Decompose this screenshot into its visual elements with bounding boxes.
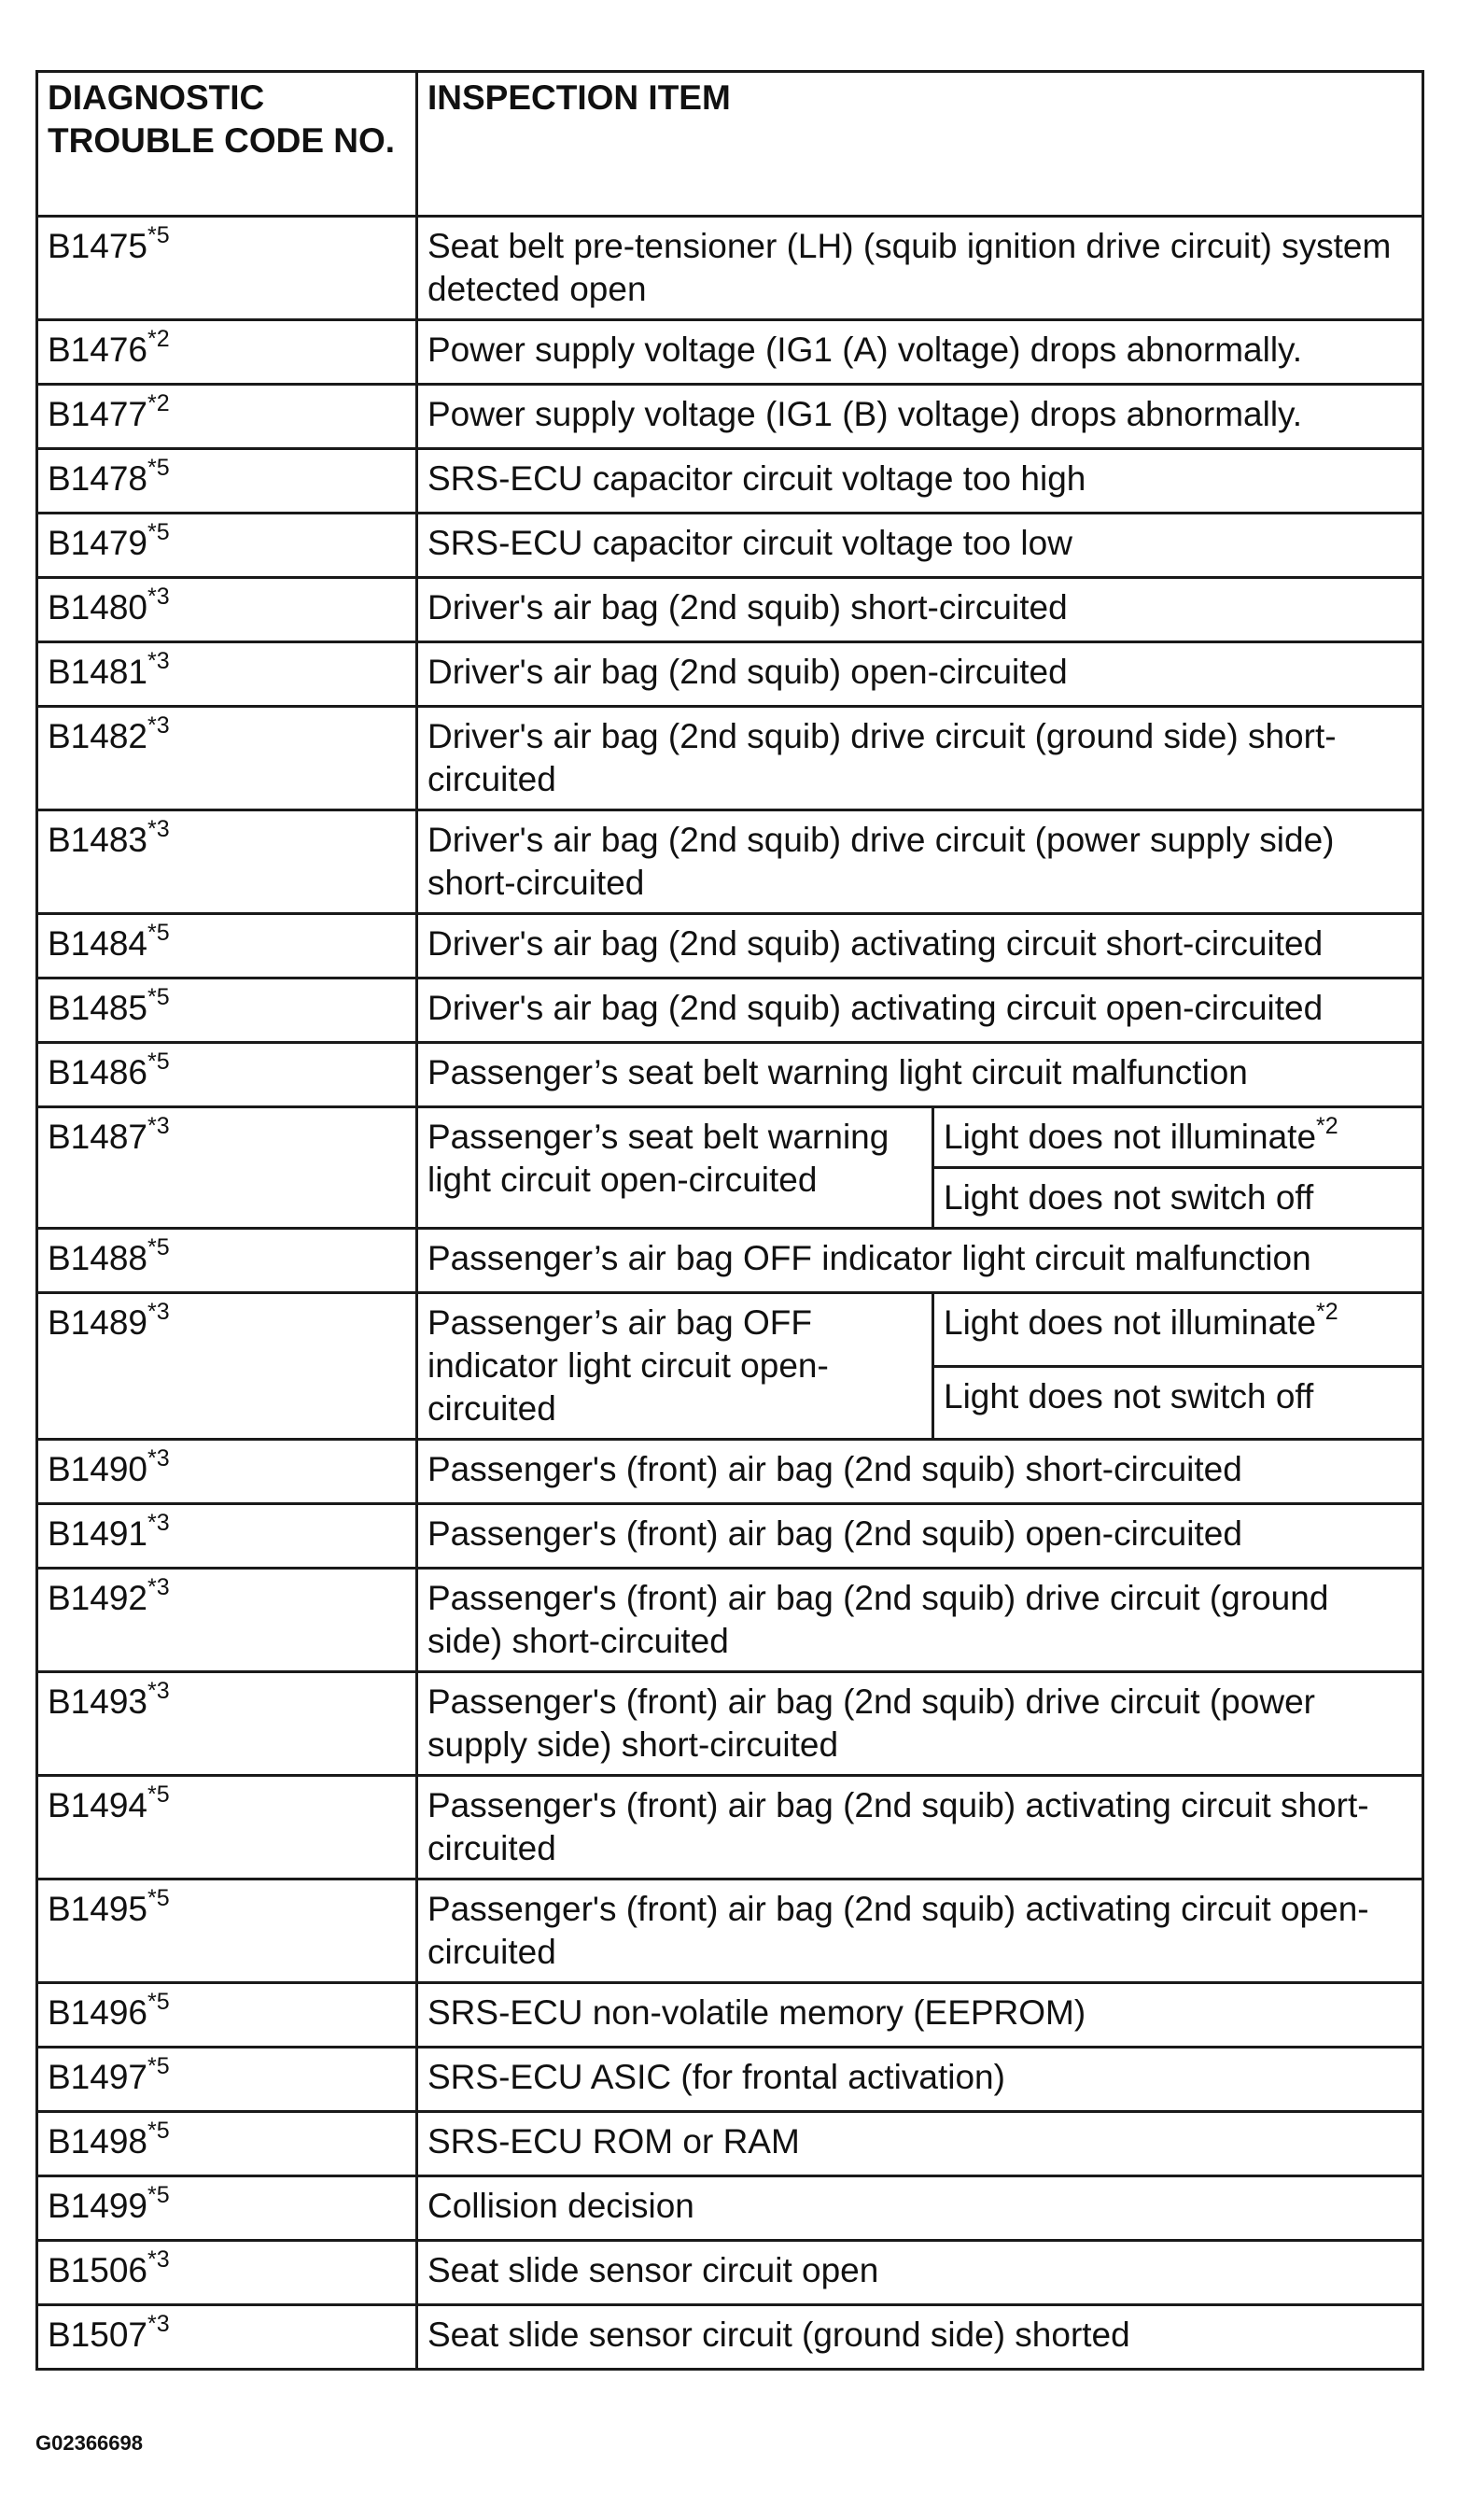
header-code-column: DIAGNOSTIC TROUBLE CODE NO.: [37, 72, 417, 217]
code-number: B1479: [48, 524, 147, 562]
footnote-mark: *3: [147, 1113, 170, 1139]
inspection-item: Driver's air bag (2nd squib) activating circuit short-circuited: [417, 914, 1423, 978]
footnote-mark: *3: [147, 1510, 170, 1536]
inspection-item: Seat slide sensor circuit (ground side) shorted: [417, 2305, 1423, 2370]
dtc-code: [37, 2305, 417, 2370]
dtc-code: [37, 1672, 417, 1776]
code-number: B1490: [48, 1450, 147, 1488]
code-number: B1488: [48, 1239, 147, 1277]
code-number: B1478: [48, 459, 147, 498]
code-number: B1495: [48, 1890, 147, 1928]
inspection-item: Passenger's (front) air bag (2nd squib) short-circuited: [417, 1440, 1423, 1504]
footnote-mark: *5: [147, 2053, 170, 2079]
dtc-code: [37, 449, 417, 514]
inspection-item: Passenger's (front) air bag (2nd squib) drive circuit (ground side) short-circuited: [417, 1569, 1423, 1672]
code-number: B1491: [48, 1514, 147, 1553]
table-row: [37, 810, 1423, 914]
footnote-mark: *3: [147, 1574, 170, 1600]
inspection-item: Passenger’s air bag OFF indicator light circuit open-circuited: [417, 1293, 933, 1440]
dtc-code: [37, 1229, 417, 1293]
inspection-item: Driver's air bag (2nd squib) activating circuit open-circuited: [417, 978, 1423, 1043]
light-condition: Light does not switch off: [933, 1366, 1423, 1440]
footnote-mark: *3: [147, 1678, 170, 1704]
footnote-mark: *3: [147, 712, 170, 739]
inspection-item: Power supply voltage (IG1 (A) voltage) drops abnormally.: [417, 320, 1423, 385]
table-row: [37, 1983, 1423, 2048]
table-row: [37, 914, 1423, 978]
dtc-code: [37, 1504, 417, 1569]
footnote-mark: *5: [147, 1989, 170, 2015]
table-row: [37, 1569, 1423, 1672]
table-row: [37, 1107, 1423, 1168]
inspection-item: Driver's air bag (2nd squib) drive circuit (power supply side) short-circuited: [417, 810, 1423, 914]
footnote-mark: *3: [147, 2246, 170, 2273]
code-number: B1492: [48, 1579, 147, 1617]
table-row: [37, 1293, 1423, 1367]
footnote-mark: *5: [147, 1781, 170, 1808]
table-row: [37, 2048, 1423, 2112]
dtc-code: [37, 1293, 417, 1440]
footnote-mark: *5: [147, 2182, 170, 2208]
table-row: [37, 2305, 1423, 2370]
inspection-item: Power supply voltage (IG1 (B) voltage) drops abnormally.: [417, 385, 1423, 449]
inspection-item: Seat belt pre-tensioner (LH) (squib ignition drive circuit) system detected open: [417, 217, 1423, 320]
table-row: [37, 1504, 1423, 1569]
dtc-code: [37, 2048, 417, 2112]
table-row: [37, 642, 1423, 707]
code-number: B1485: [48, 989, 147, 1027]
code-number: B1499: [48, 2187, 147, 2225]
dtc-code: [37, 978, 417, 1043]
dtc-code: [37, 2112, 417, 2176]
table-row: [37, 2112, 1423, 2176]
code-number: B1481: [48, 653, 147, 691]
dtc-table: [35, 70, 1424, 2371]
inspection-item: Collision decision: [417, 2176, 1423, 2241]
footnote-mark: *5: [147, 455, 170, 481]
code-number: B1498: [48, 2122, 147, 2161]
inspection-item: Passenger’s seat belt warning light circuit open-circuited: [417, 1107, 933, 1229]
code-number: B1480: [48, 588, 147, 626]
table-row: [37, 2241, 1423, 2305]
footnote-mark: *3: [147, 816, 170, 842]
light-condition: Light does not switch off: [933, 1168, 1423, 1229]
dtc-code: [37, 810, 417, 914]
inspection-item: Driver's air bag (2nd squib) drive circuit (ground side) short-circuited: [417, 707, 1423, 810]
footnote-mark: *5: [147, 1049, 170, 1075]
dtc-code: [37, 2241, 417, 2305]
footnote-mark: *2: [1316, 1113, 1338, 1139]
dtc-code: [37, 1776, 417, 1879]
header-item-column: INSPECTION ITEM: [417, 72, 1423, 217]
dtc-code: [37, 385, 417, 449]
dtc-code: [37, 642, 417, 707]
footnote-mark: *3: [147, 648, 170, 674]
inspection-item: Passenger’s seat belt warning light circuit malfunction: [417, 1043, 1423, 1107]
table-row: [37, 449, 1423, 514]
table-row: [37, 514, 1423, 578]
table-header-row: [37, 72, 1423, 217]
footnote-mark: *2: [147, 326, 170, 352]
code-number: B1506: [48, 2251, 147, 2289]
dtc-code: [37, 217, 417, 320]
code-number: B1482: [48, 717, 147, 755]
code-number: B1483: [48, 821, 147, 859]
table-row: [37, 1229, 1423, 1293]
table-row: [37, 707, 1423, 810]
dtc-code: [37, 1107, 417, 1229]
table-row: [37, 385, 1423, 449]
table-row: [37, 578, 1423, 642]
code-number: B1487: [48, 1118, 147, 1156]
footnote-mark: *5: [147, 920, 170, 946]
table-row: [37, 1776, 1423, 1879]
footnote-mark: *5: [147, 1234, 170, 1260]
inspection-item: Passenger’s air bag OFF indicator light circuit malfunction: [417, 1229, 1423, 1293]
footnote-mark: *3: [147, 1299, 170, 1325]
footnote-mark: *5: [147, 984, 170, 1010]
footnote-mark: *3: [147, 1445, 170, 1471]
code-number: B1496: [48, 1993, 147, 2032]
inspection-item: SRS-ECU capacitor circuit voltage too low: [417, 514, 1423, 578]
table-row: [37, 1043, 1423, 1107]
dtc-code: [37, 1440, 417, 1504]
code-number: B1486: [48, 1053, 147, 1091]
dtc-code: [37, 914, 417, 978]
code-number: B1497: [48, 2058, 147, 2096]
figure-id: G02366698: [35, 2431, 143, 2455]
footnote-mark: *2: [147, 390, 170, 416]
table-row: [37, 978, 1423, 1043]
inspection-item: Passenger's (front) air bag (2nd squib) drive circuit (power supply side) short-circuited: [417, 1672, 1423, 1776]
dtc-code: [37, 1043, 417, 1107]
table-row: [37, 2176, 1423, 2241]
footnote-mark: *5: [147, 2118, 170, 2144]
dtc-code: [37, 578, 417, 642]
inspection-item: Driver's air bag (2nd squib) open-circuited: [417, 642, 1423, 707]
inspection-item: SRS-ECU capacitor circuit voltage too high: [417, 449, 1423, 514]
table-row: [37, 1672, 1423, 1776]
inspection-item: Passenger's (front) air bag (2nd squib) open-circuited: [417, 1504, 1423, 1569]
light-condition: [933, 1107, 1423, 1168]
footnote-mark: *5: [147, 222, 170, 248]
inspection-item: SRS-ECU ASIC (for frontal activation): [417, 2048, 1423, 2112]
code-number: B1477: [48, 395, 147, 433]
inspection-item: Passenger's (front) air bag (2nd squib) activating circuit open-circuited: [417, 1879, 1423, 1983]
table-row: [37, 217, 1423, 320]
footnote-mark: *2: [1316, 1299, 1338, 1325]
dtc-code: [37, 320, 417, 385]
table-row: [37, 1879, 1423, 1983]
dtc-code: [37, 1569, 417, 1672]
footnote-mark: *3: [147, 584, 170, 610]
inspection-item: SRS-ECU ROM or RAM: [417, 2112, 1423, 2176]
dtc-code: [37, 1879, 417, 1983]
dtc-code: [37, 1983, 417, 2048]
code-number: B1476: [48, 331, 147, 369]
dtc-code: [37, 514, 417, 578]
code-number: B1484: [48, 924, 147, 963]
code-number: B1475: [48, 227, 147, 265]
code-number: B1507: [48, 2316, 147, 2354]
dtc-code: [37, 2176, 417, 2241]
inspection-item: Driver's air bag (2nd squib) short-circuited: [417, 578, 1423, 642]
footnote-mark: *5: [147, 519, 170, 545]
footnote-mark: *5: [147, 1885, 170, 1911]
light-condition: [933, 1293, 1423, 1367]
footnote-mark: *3: [147, 2311, 170, 2337]
table-row: [37, 1440, 1423, 1504]
dtc-code: [37, 707, 417, 810]
code-number: B1494: [48, 1786, 147, 1824]
code-number: B1493: [48, 1682, 147, 1721]
inspection-item: Seat slide sensor circuit open: [417, 2241, 1423, 2305]
inspection-item: Passenger's (front) air bag (2nd squib) activating circuit short-circuited: [417, 1776, 1423, 1879]
light-condition-text: Light does not illuminate: [944, 1118, 1317, 1156]
table-row: [37, 320, 1423, 385]
code-number: B1489: [48, 1303, 147, 1342]
light-condition-text: Light does not illuminate: [944, 1303, 1317, 1342]
inspection-item: SRS-ECU non-volatile memory (EEPROM): [417, 1983, 1423, 2048]
